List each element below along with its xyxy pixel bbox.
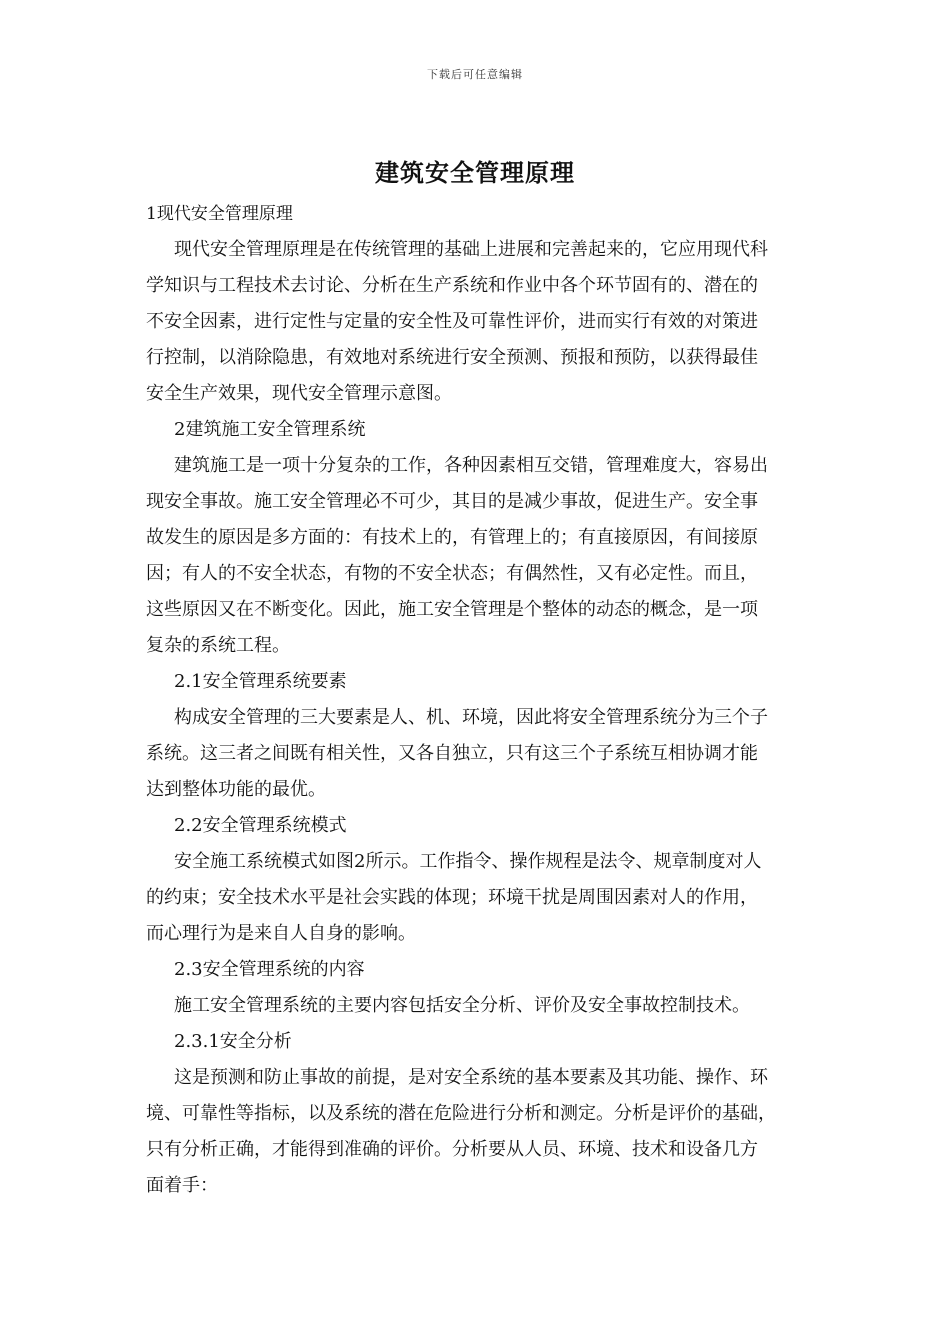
text-line: 行控制，以消除隐患，有效地对系统进行安全预测、预报和预防，以获得最佳 xyxy=(146,347,758,368)
text-line: 达到整体功能的最优。 xyxy=(146,779,326,800)
text-line: 这些原因又在不断变化。因此，施工安全管理是个整体的动态的概念，是一项 xyxy=(146,599,758,620)
text-line: 学知识与工程技术去讨论、分析在生产系统和作业中各个环节固有的、潜在的 xyxy=(146,275,758,296)
text-line: 不安全因素，进行定性与定量的安全性及可靠性评价，进而实行有效的对策进 xyxy=(146,311,758,332)
text-line: 2建筑施工安全管理系统 xyxy=(174,419,366,440)
text-line: 现代安全管理原理是在传统管理的基础上进展和完善起来的，它应用现代科 xyxy=(174,239,768,260)
text-line: 构成安全管理的三大要素是人、机、环境，因此将安全管理系统分为三个子 xyxy=(174,707,768,728)
text-line: 境、可靠性等指标，以及系统的潜在危险进行分析和测定。分析是评价的基础， xyxy=(146,1103,776,1124)
text-line: 安全生产效果，现代安全管理示意图。 xyxy=(146,383,452,404)
text-line: 2.1安全管理系统要素 xyxy=(174,671,347,692)
text-line: 复杂的系统工程。 xyxy=(146,635,290,656)
text-line: 1现代安全管理原理 xyxy=(146,204,293,224)
text-line: 2.3.1安全分析 xyxy=(174,1031,292,1052)
text-line: 系统。这三者之间既有相关性，又各自独立，只有这三个子系统互相协调才能 xyxy=(146,743,758,764)
text-line: 安全施工系统模式如图2所示。工作指令、操作规程是法令、规章制度对人 xyxy=(174,851,762,872)
text-line: 而心理行为是来自人自身的影响。 xyxy=(146,923,416,944)
document-body xyxy=(146,196,816,1204)
text-line: 2.3安全管理系统的内容 xyxy=(174,959,365,980)
document-title: 建筑安全管理原理 xyxy=(375,158,575,187)
text-line: 只有分析正确，才能得到准确的评价。分析要从人员、环境、技术和设备几方 xyxy=(146,1139,758,1160)
text-line: 面着手： xyxy=(146,1175,218,1196)
text-line: 这是预测和防止事故的前提，是对安全系统的基本要素及其功能、操作、环 xyxy=(174,1067,768,1088)
text-line: 的约束；安全技术水平是社会实践的体现；环境干扰是周围因素对人的作用， xyxy=(146,887,758,908)
text-line: 2.2安全管理系统模式 xyxy=(174,815,347,836)
text-line: 建筑施工是一项十分复杂的工作，各种因素相互交错，管理难度大，容易出 xyxy=(174,455,768,476)
header-note: 下载后可任意编辑 xyxy=(427,68,523,81)
text-line: 现安全事故。施工安全管理必不可少，其目的是减少事故，促进生产。安全事 xyxy=(146,491,758,512)
text-line: 施工安全管理系统的主要内容包括安全分析、评价及安全事故控制技术。 xyxy=(174,995,750,1016)
text-line: 因；有人的不安全状态，有物的不安全状态；有偶然性，又有必定性。而且， xyxy=(146,563,758,584)
text-line: 故发生的原因是多方面的：有技术上的，有管理上的；有直接原因，有间接原 xyxy=(146,527,758,548)
